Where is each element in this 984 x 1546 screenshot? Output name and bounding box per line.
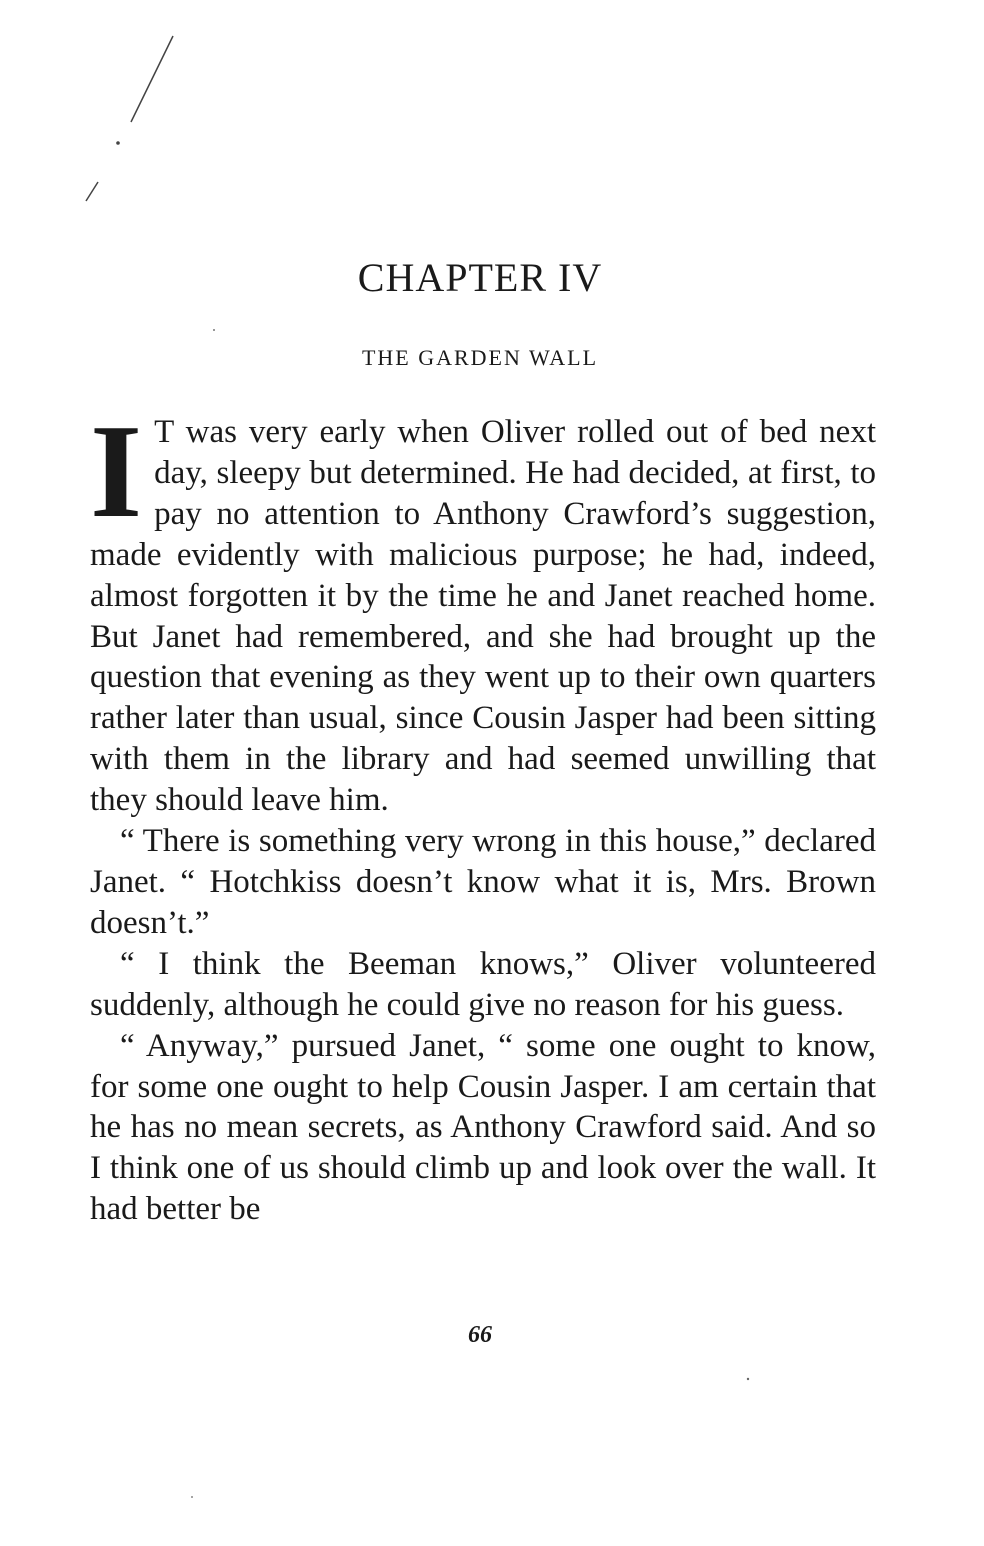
chapter-body xyxy=(90,397,876,1230)
page-number: 66 xyxy=(468,1322,492,1348)
chapter-title: CHAPTER IV xyxy=(357,255,603,300)
ink-speck xyxy=(191,1496,193,1498)
pencil-stroke xyxy=(131,36,173,122)
ink-speck xyxy=(213,329,215,331)
drop-cap: I xyxy=(90,397,143,545)
pencil-stroke xyxy=(86,182,98,201)
paragraph-text: T was very early when Oliver rolled out of bed next day, sleepy but determined. He had decided, at first, to pay no attention to Anthony Crawford’s suggestion, made evidently with malicious purpose; he had, indeed, almost forgotten it by the time he and Janet reached home. But Janet had remembered, and she had brought up the question that evening as they went up to their own quarters rather later than usual, since Cousin Jasper had been sitting with them in the library and had seemed unwilling that they should leave him. xyxy=(90,414,876,819)
ink-speck xyxy=(116,141,120,145)
paragraph: “ There is something very wrong in this house,” declared Janet. “ Hotchkiss doesn’t know what it is, Mrs. Brown doesn’t.” xyxy=(90,823,876,941)
chapter-subtitle: THE GARDEN WALL xyxy=(361,345,599,370)
ink-speck xyxy=(747,1378,749,1380)
paragraph xyxy=(90,397,876,821)
paragraph: “ Anyway,” pursued Janet, “ some one ought to know, for some one ought to help Cousin Jasper. I am certain that he has no mean secrets, as Anthony Crawford said. And so I think one of us should climb up and look over the wall. It had better be xyxy=(90,1027,876,1228)
paragraph: “ I think the Beeman knows,” Oliver volunteered suddenly, although he could give no reason for his guess. xyxy=(90,945,876,1023)
